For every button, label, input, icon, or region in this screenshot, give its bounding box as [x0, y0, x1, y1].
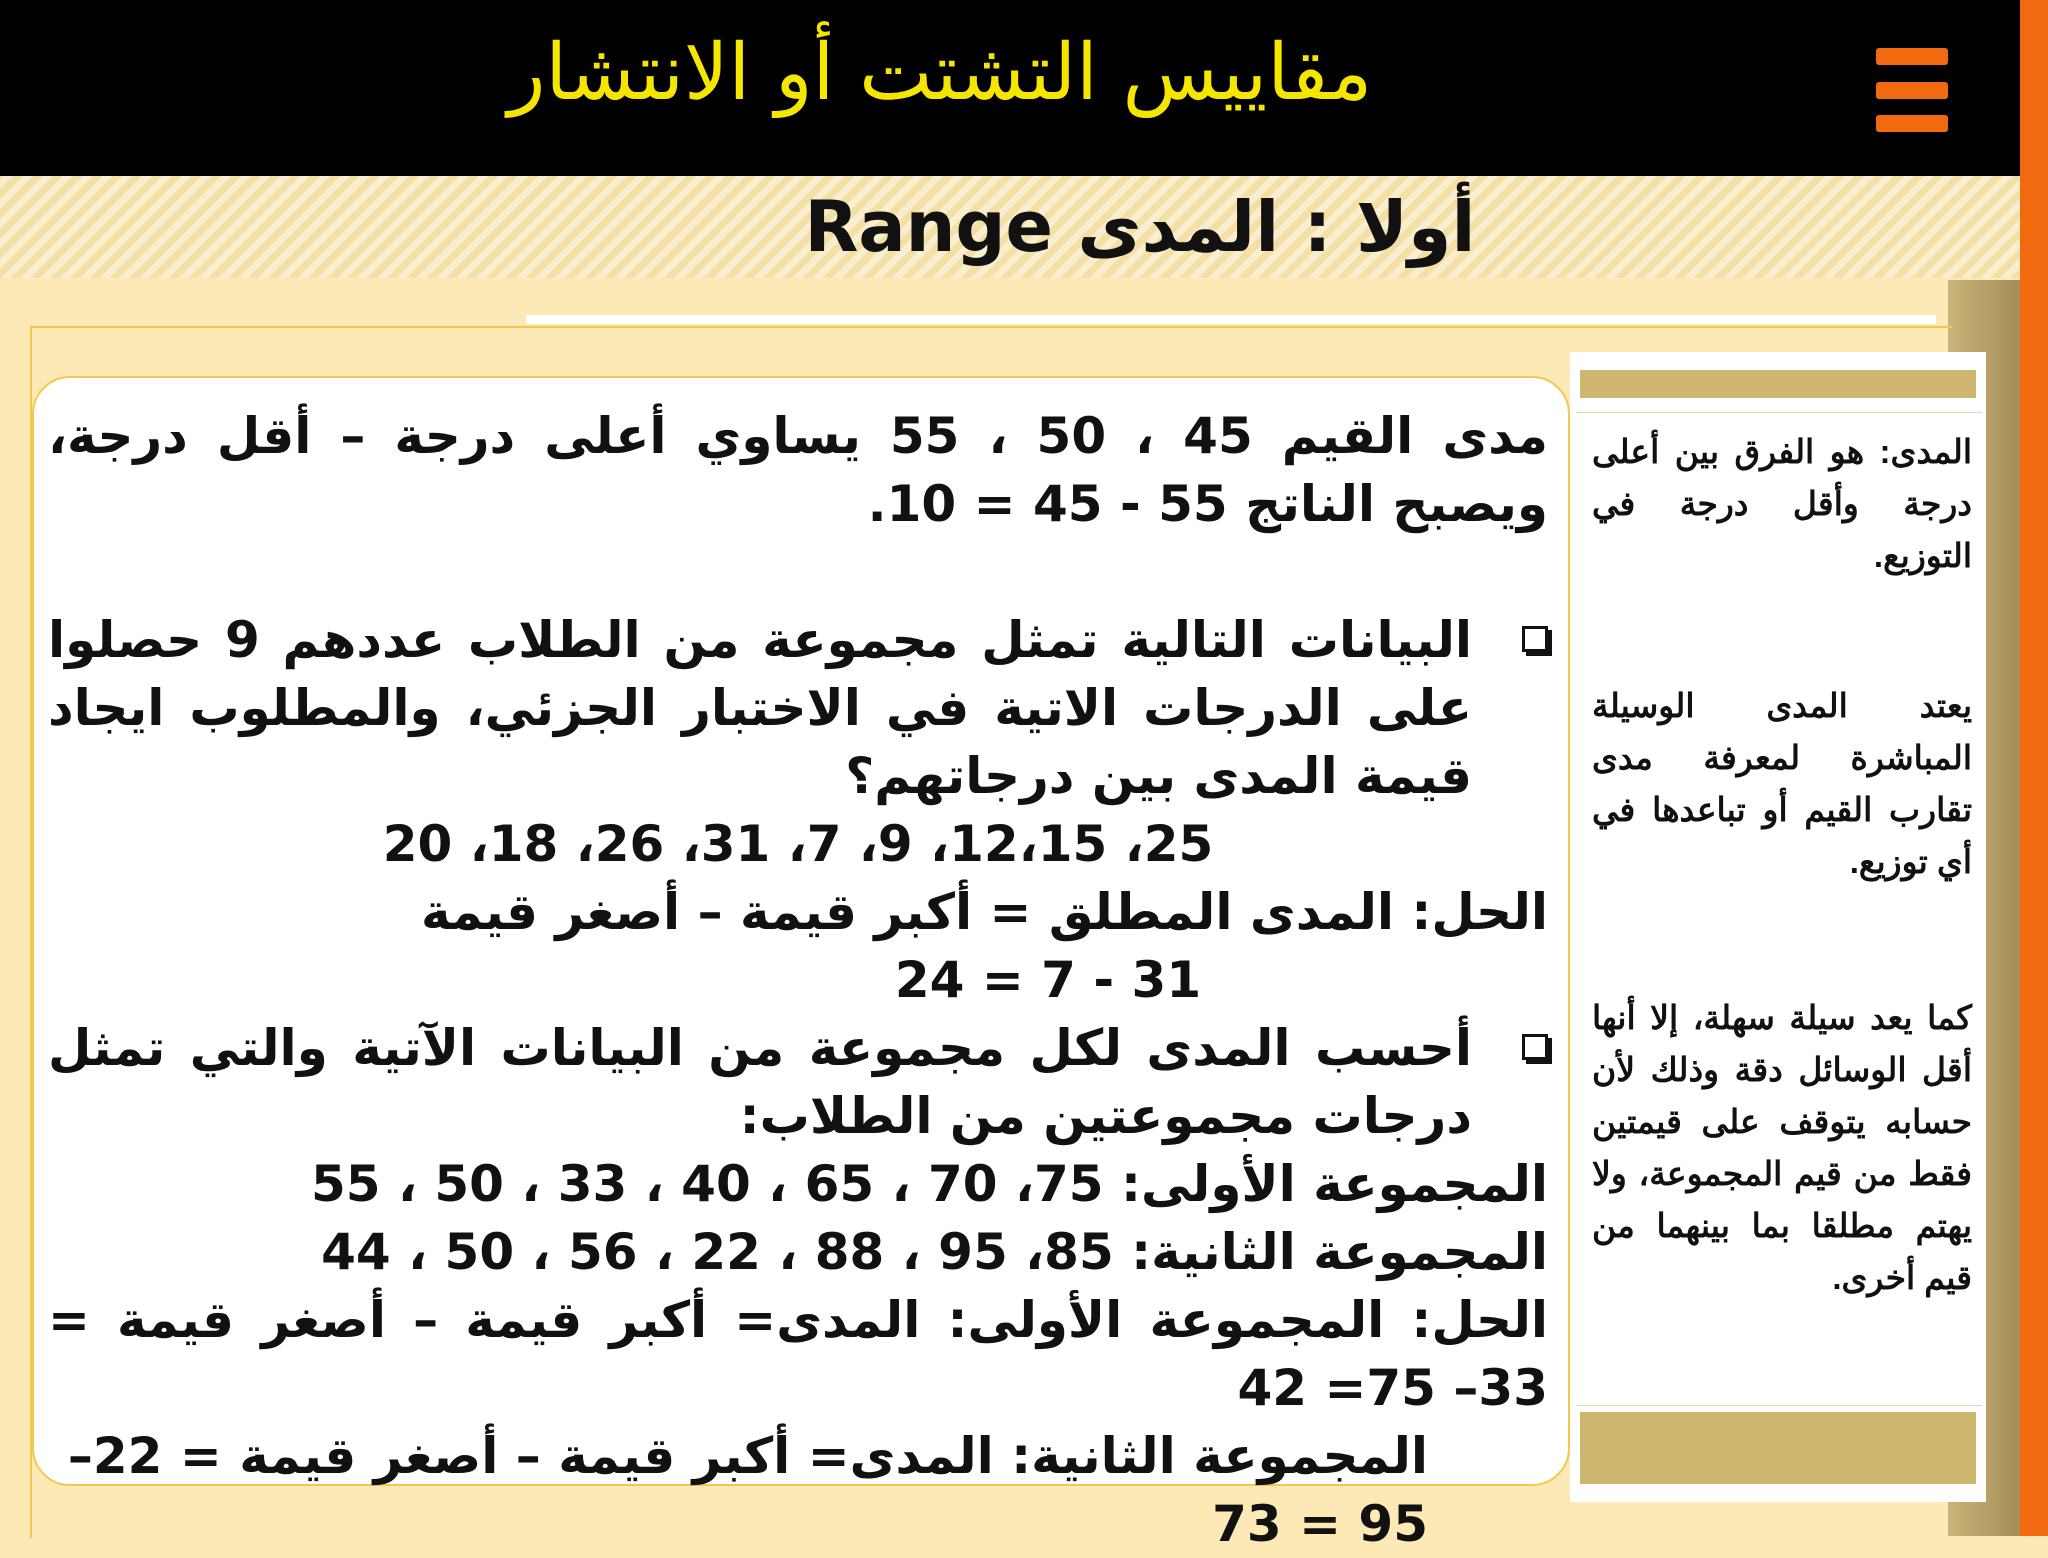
page-title: مقاييس التشتت أو الانتشار — [507, 28, 1373, 118]
sidebar-top-band — [1580, 370, 1976, 398]
question-1-text: البيانات التالية تمثل مجموعة من الطلاب عددهم 9 حصلوا على الدرجات الاتية في الاختبار الجزئي، والمطلوب ايجاد قيمة المدى بين درجاتهم؟ — [48, 611, 1473, 805]
checkbox-bullet-icon — [1522, 1034, 1548, 1060]
question-2-text: أحسب المدى لكل مجموعة من البيانات الآتية والتي تمثل درجات مجموعتين من الطلاب: — [48, 1019, 1472, 1145]
menu-icon-bar — [1876, 115, 1948, 132]
menu-icon-bar — [1876, 82, 1948, 99]
divider-line — [526, 315, 1936, 324]
checkbox-bullet-icon — [1522, 626, 1548, 652]
question-2 — [48, 1014, 1548, 1150]
main-content — [48, 402, 1548, 1558]
solution-2: الحل: المجموعة الأولى: المدى= أكبر قيمة – أصغر قيمة = 33– 75= 42 — [48, 1291, 1548, 1417]
question-1 — [48, 606, 1548, 810]
right-accent-stripe — [2020, 0, 2048, 1536]
sidebar-bottom-band — [1580, 1412, 1976, 1484]
sidebar-note-limitation: كما يعد سيلة سهلة، إلا أنها أقل الوسائل دقة وذلك لأن حسابه يتوقف على قيمتين فقط من قيم المجموعة، ولا يهتم مطلقا بما بينهما من قيم أخرى. — [1592, 999, 1972, 1296]
menu-icon[interactable] — [1876, 48, 1948, 132]
sidebar-note-definition: المدى: هو الفرق بين أعلى درجة وأقل درجة في التوزيع. — [1592, 433, 1972, 574]
section-subtitle: أولا : المدى Range — [804, 186, 1476, 268]
sidebar-note-usage: يعتد المدى الوسيلة المباشرة لمعرفة مدى تقارب القيم أو تباعدها في أي توزيع. — [1592, 687, 1972, 880]
solution-1-calc: 31 - 7 = 24 — [894, 951, 1202, 1009]
group-2-data: المجموعة الثانية: 85، 95 ، 88 ، 22 ، 56 ، 50 ، 44 — [321, 1223, 1548, 1281]
range-example: مدى القيم 45 ، 50 ، 55 يساوي أعلى درجة – أقل درجة، ويصبح الناتج 55 - 45 = 10. — [48, 407, 1548, 533]
solution-3: المجموعة الثانية: المدى= أكبر قيمة – أصغر قيمة = 22– 95 = 73 — [67, 1427, 1428, 1553]
group-1-data: المجموعة الأولى: 75، 70 ، 65 ، 40 ، 33 ، 50 ، 55 — [310, 1155, 1548, 1213]
question-1-data: 25، 12،15، 9، 7، 31، 26، 18، 20 — [382, 815, 1214, 873]
menu-icon-bar — [1876, 48, 1948, 65]
solution-1: الحل: المدى المطلق = أكبر قيمة – أصغر قيمة — [421, 883, 1548, 941]
